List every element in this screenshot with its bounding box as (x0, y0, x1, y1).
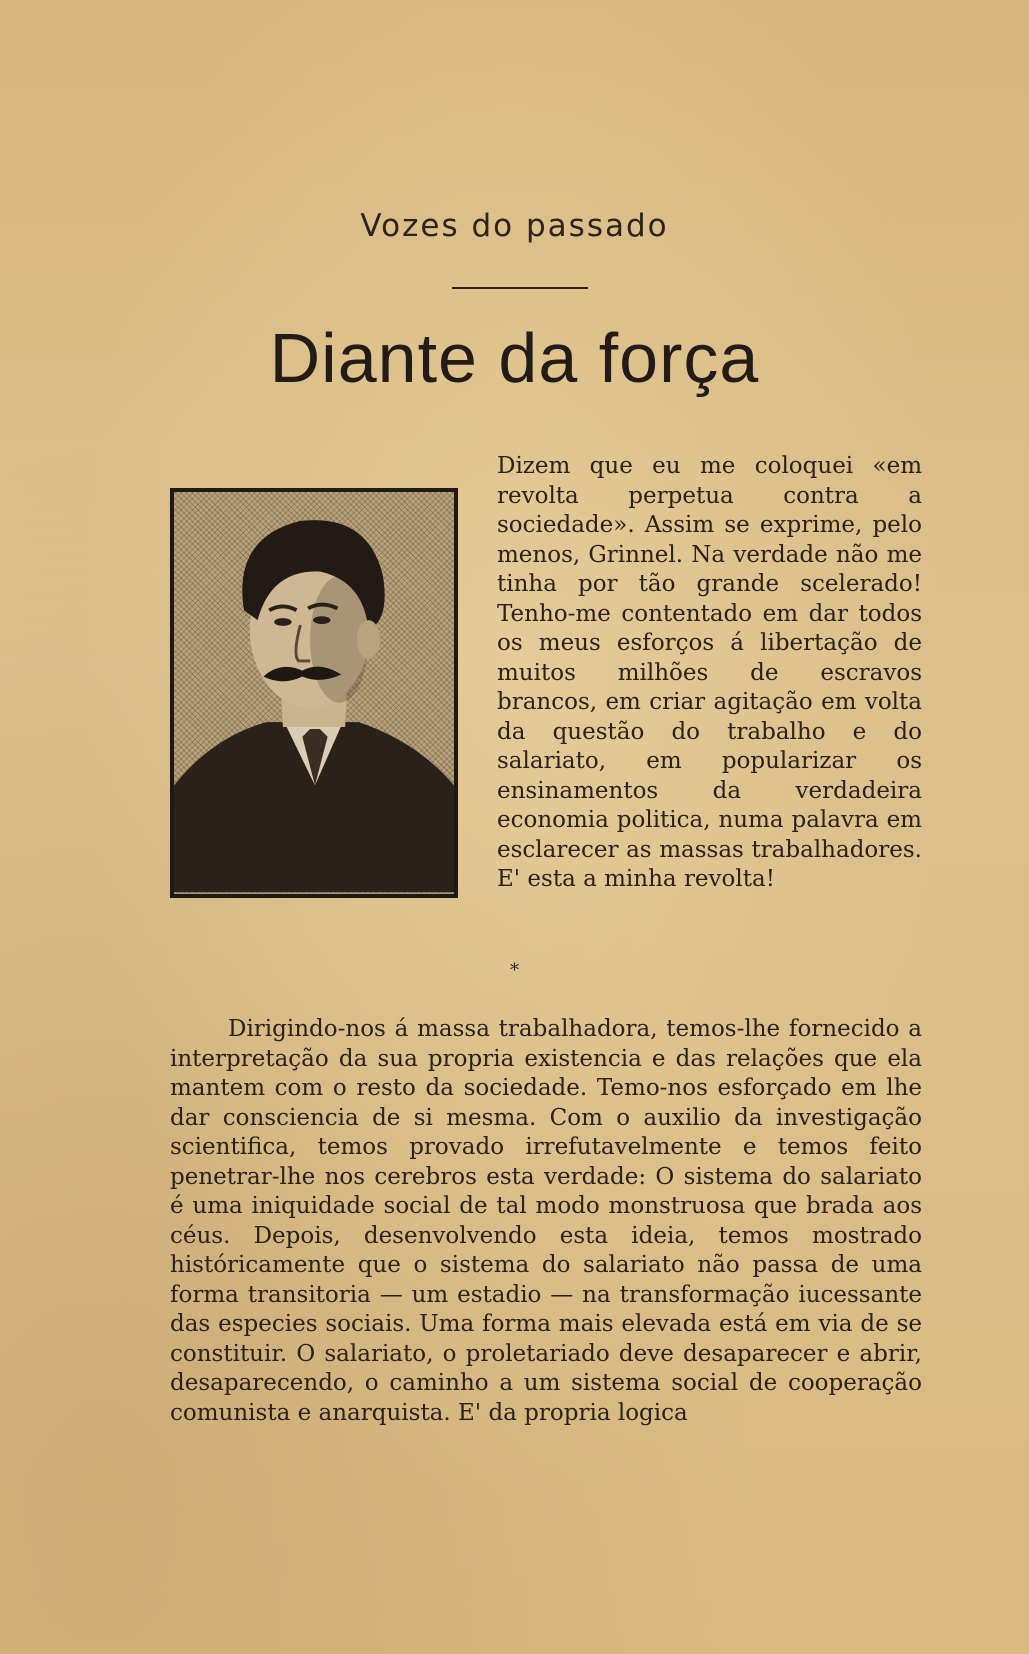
portrait-engraving-icon (174, 492, 454, 894)
body-paragraph (170, 1015, 922, 1428)
intro-paragraph-text: Dizem que eu me coloquei «em revolta perpetua contra a sociedade». Assim se exprime, pelo menos, Grinnel. Na verdade não me tinha por tão grande scelerado! Tenho-me contentado em dar todos os meus esforços á libertação de muitos milhões de escravos brancos, em criar agitação em volta da questão do trabalho e do salariato, em popularizar os ensinamentos da verdadeira economia politica, numa palavra em esclarecer as massas trabalhadores. E' esta a minha revolta! (497, 453, 922, 892)
article-title: Diante da força (269, 319, 760, 397)
portrait-image (170, 488, 458, 898)
body-paragraph-text: Dirigindo-nos á massa trabalhadora, temos-lhe fornecido a interpretação da sua propria existencia e das relações que ela mantem com o resto da sociedade. Temo-nos esforçado em lhe dar consciencia de si mesma. Com o auxilio da investigação scientifica, temos provado irrefutavelmente e temos feito penetrar-lhe nos cerebros esta verdade: O sistema do salariato é uma iniquidade social de tal modo monstruosa que brada aos céus. Depois, desenvolvendo esta ideia, temos mostrado históricamente que o sistema do salariato não passa de uma forma transitoria — um estadio — na transformação iucessante das especies sociais. Uma forma mais elevada está em via de se constituir. O salariato, o proletariado deve desaparecer e abrir, desaparecendo, o caminho a um sistema social de cooperação comunista e anarquista. E' da propria logica (170, 1016, 922, 1426)
intro-paragraph (497, 452, 922, 895)
section-title: Vozes do passado (360, 208, 669, 244)
section-separator: * (510, 960, 519, 981)
title-divider (452, 287, 588, 289)
